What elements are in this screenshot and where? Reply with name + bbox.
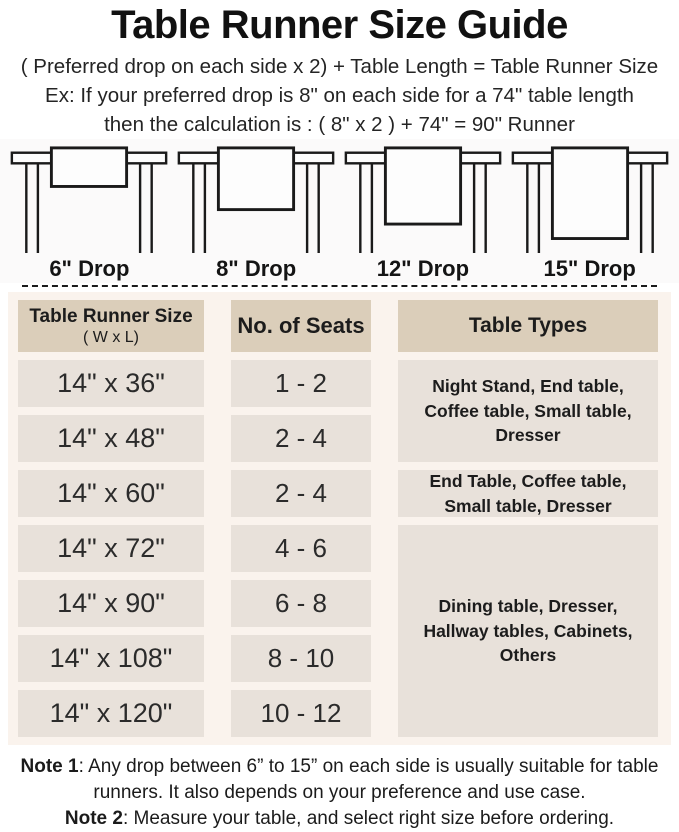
seats-cell: 1 - 2 (231, 360, 371, 407)
size-cell: 14" x 60" (18, 470, 204, 517)
header-seats: No. of Seats (231, 300, 371, 352)
table-12-drop-illustration (342, 143, 504, 255)
note-1-label: Note 1 (20, 756, 79, 777)
header-table-types: Table Types (398, 300, 658, 352)
note-2-text: : Measure your table, and select right size before ordering. (122, 808, 615, 829)
dashed-divider (22, 285, 657, 287)
seats-cell: 8 - 10 (231, 635, 371, 682)
seats-cell: 2 - 4 (231, 415, 371, 462)
drop-label-15: 15" Drop (543, 256, 636, 281)
note-2-label: Note 2 (64, 808, 123, 829)
example-line-1: Ex: If your preferred drop is 8" on each side for a 74" table length (45, 84, 634, 107)
table-15-drop-illustration (509, 143, 671, 255)
seats-cell: 10 - 12 (231, 690, 371, 737)
drop-label-8: 8" Drop (216, 256, 297, 281)
seats-cell: 2 - 4 (231, 470, 371, 517)
page-title: Table Runner Size Guide (111, 3, 568, 47)
figure-15-drop (506, 143, 673, 283)
header-runner-size-main: Table Runner Size (29, 305, 193, 327)
seats-cell: 6 - 8 (231, 580, 371, 627)
formula-text: ( Preferred drop on each side x 2) + Table Length = Table Runner Size (20, 55, 659, 78)
size-cell: 14" x 72" (18, 525, 204, 572)
header-runner-size (18, 300, 204, 352)
example-line-2: then the calculation is : ( 8" x 2 ) + 74" = 90" Runner (104, 113, 575, 136)
note-2 (9, 806, 671, 832)
size-guide-table (18, 300, 661, 737)
size-cell: 14" x 48" (18, 415, 204, 462)
size-cell: 14" x 36" (18, 360, 204, 407)
table-types-cell-medium: End Table, Coffee table, Small table, Dresser (398, 470, 658, 517)
table-8-drop-illustration (175, 143, 337, 255)
drop-illustrations-row (0, 139, 679, 283)
size-cell: 14" x 120" (18, 690, 204, 737)
drop-label-12: 12" Drop (376, 256, 470, 281)
size-cell: 14" x 90" (18, 580, 204, 627)
drop-label-6: 6" Drop (49, 256, 130, 281)
table-types-cell-large: Dining table, Dresser, Hallway tables, Cabinets, Others (398, 525, 658, 737)
footer-notes (9, 754, 671, 832)
table-6-drop-illustration (8, 143, 170, 255)
figure-12-drop (340, 143, 507, 283)
seats-cell: 4 - 6 (231, 525, 371, 572)
table-types-cell-small: Night Stand, End table, Coffee table, Small table, Dresser (398, 360, 658, 462)
note-1 (9, 754, 671, 806)
header-runner-size-sub: ( W x L) (83, 328, 139, 346)
note-1-text: : Any drop between 6” to 15” on each side is usually suitable for table runners. It also depends on your preference and use case. (78, 756, 659, 803)
size-guide-panel (8, 292, 671, 745)
figure-8-drop (173, 143, 340, 283)
figure-6-drop (6, 143, 173, 283)
size-cell: 14" x 108" (18, 635, 204, 682)
